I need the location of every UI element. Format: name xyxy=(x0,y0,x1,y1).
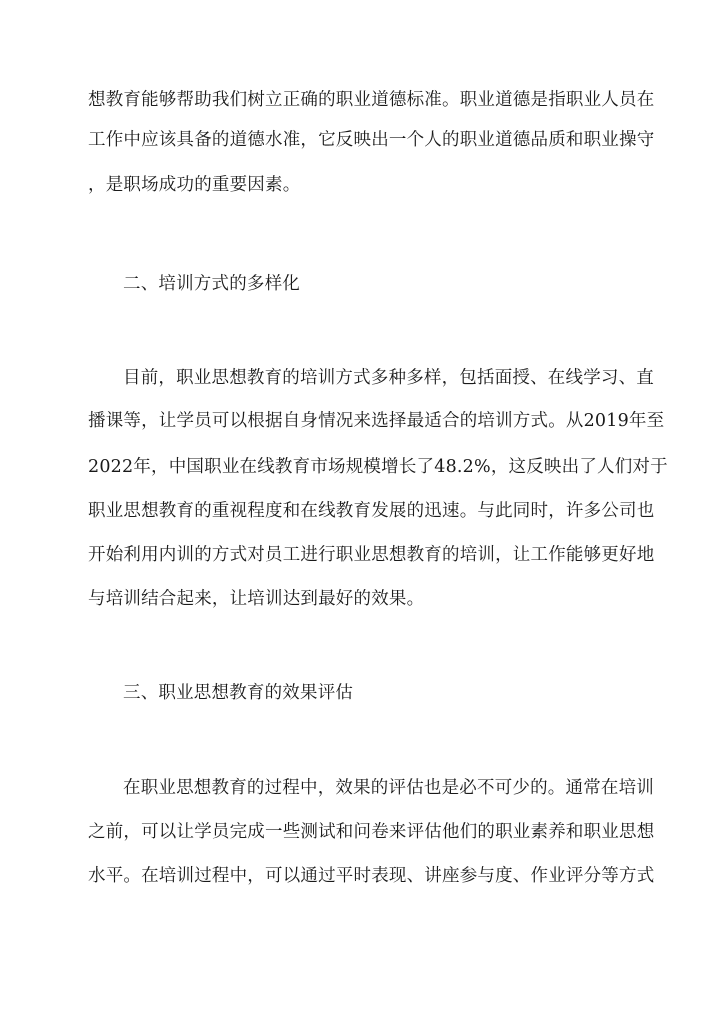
paragraph-line: ，是职场成功的重要因素。 xyxy=(88,175,301,195)
section-heading: 三、职业思想教育的效果评估 xyxy=(123,683,354,703)
section-heading: 二、培训方式的多样化 xyxy=(123,274,300,294)
paragraph-line: 播课等，让学员可以根据自身情况来选择最适合的培训方式。从2019年至 xyxy=(88,411,665,431)
paragraph-line: 工作中应该具备的道德水准，它反映出一个人的职业道德品质和职业操守 xyxy=(88,130,655,150)
paragraph-line: 2022年，中国职业在线教育市场规模增长了48.2%，这反映出了人们对于 xyxy=(88,457,668,477)
paragraph-line: 在职业思想教育的过程中，效果的评估也是必不可少的。通常在培训 xyxy=(123,778,654,798)
paragraph-line: 之前，可以让学员完成一些测试和问卷来评估他们的职业素养和职业思想 xyxy=(88,822,655,842)
paragraph-line: 想教育能够帮助我们树立正确的职业道德标准。职业道德是指职业人员在 xyxy=(88,90,655,110)
paragraph-line: 开始利用内训的方式对员工进行职业思想教育的培训，让工作能够更好地 xyxy=(88,545,655,565)
paragraph-line: 水平。在培训过程中，可以通过平时表现、讲座参与度、作业评分等方式 xyxy=(88,866,655,886)
paragraph-line: 职业思想教育的重视程度和在线教育发展的迅速。与此同时，许多公司也 xyxy=(88,501,655,521)
paragraph-line: 目前，职业思想教育的培训方式多种多样，包括面授、在线学习、直 xyxy=(123,368,654,388)
paragraph-line: 与培训结合起来，让培训达到最好的效果。 xyxy=(88,589,425,609)
